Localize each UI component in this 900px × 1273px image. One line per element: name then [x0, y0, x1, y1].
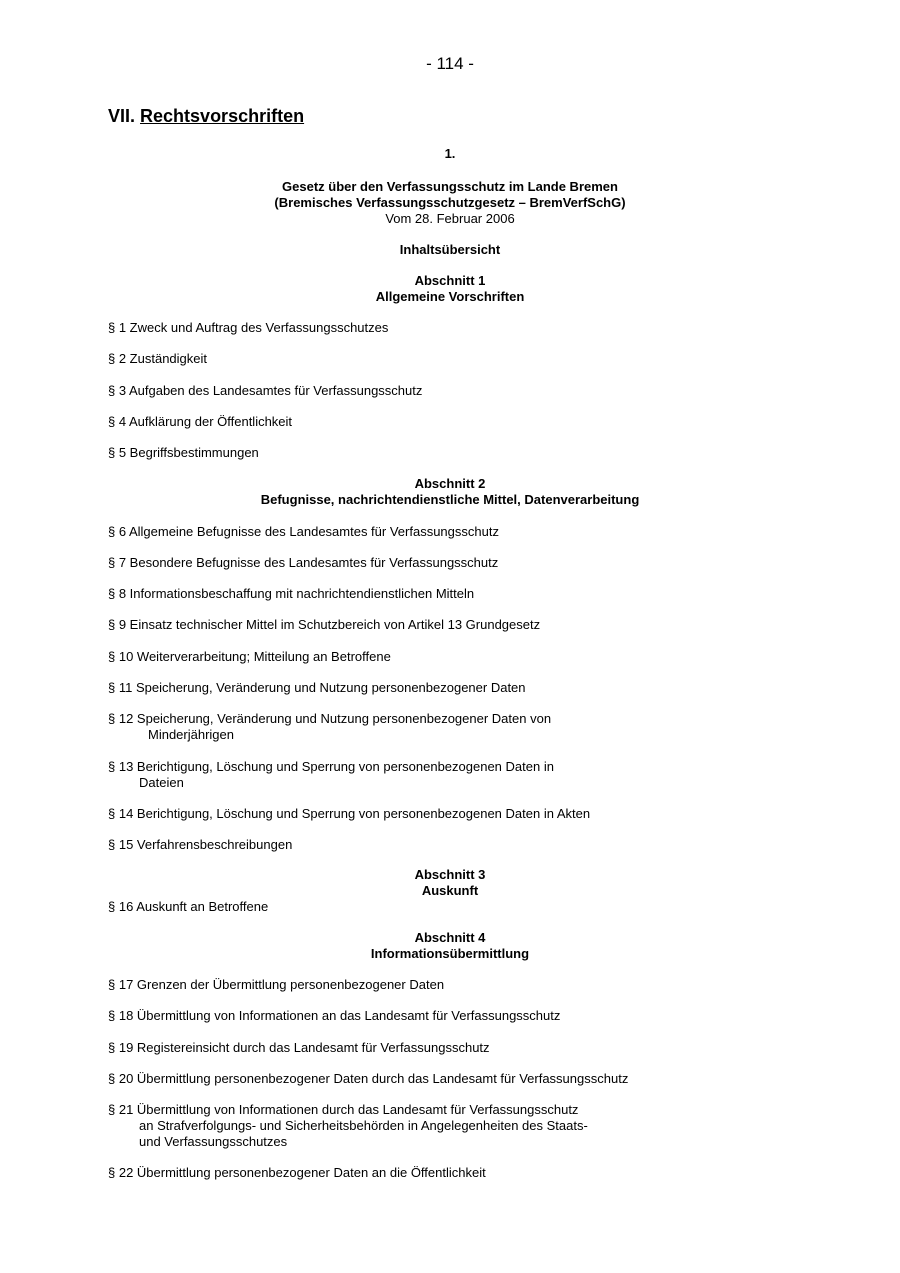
section-label: Abschnitt 3	[414, 867, 486, 882]
toc-entry-continuation: Dateien	[139, 775, 184, 790]
toc-entry: § 10 Weiterverarbeitung; Mitteilung an Betroffene	[108, 649, 391, 664]
toc-entry: § 1 Zweck und Auftrag des Verfassungsschutzes	[108, 320, 389, 335]
toc-entry: § 8 Informationsbeschaffung mit nachrichtendienstlichen Mitteln	[108, 586, 475, 601]
page-number: - 114 -	[426, 54, 474, 73]
section-title: Befugnisse, nachrichtendienstliche Mittel, Datenverarbeitung	[260, 492, 640, 507]
law-number: 1.	[444, 146, 456, 161]
toc-entry-line: § 21 Übermittlung von Informationen durch das Landesamt für Verfassungsschutz	[108, 1102, 579, 1117]
toc-entry	[108, 711, 551, 743]
toc-entry-line: § 12 Speicherung, Veränderung und Nutzung personenbezogener Daten von	[108, 711, 552, 726]
toc-entry	[108, 759, 554, 791]
section-label: Abschnitt 4	[414, 930, 486, 945]
toc-entry	[108, 1102, 588, 1150]
chapter-heading	[108, 106, 304, 127]
toc-entry: § 14 Berichtigung, Löschung und Sperrung von personenbezogenen Daten in Akten	[108, 806, 591, 821]
toc-entry: § 19 Registereinsicht durch das Landesamt für Verfassungsschutz	[108, 1040, 490, 1055]
chapter-title: Rechtsvorschriften	[140, 106, 305, 126]
toc-entry-continuation: an Strafverfolgungs- und Sicherheitsbehörden in Angelegenheiten des Staats-	[139, 1118, 588, 1133]
toc-entry: § 22 Übermittlung personenbezogener Daten an die Öffentlichkeit	[108, 1165, 486, 1180]
toc-entry: § 2 Zuständigkeit	[108, 351, 208, 366]
toc-entry: § 5 Begriffsbestimmungen	[108, 445, 259, 460]
toc-entry: § 18 Übermittlung von Informationen an das Landesamt für Verfassungsschutz	[108, 1008, 561, 1023]
toc-entry: § 4 Aufklärung der Öffentlichkeit	[108, 414, 293, 429]
law-date: Vom 28. Februar 2006	[385, 211, 515, 226]
toc-entry: § 15 Verfahrensbeschreibungen	[108, 837, 293, 852]
section-title: Auskunft	[421, 883, 479, 898]
section-label: Abschnitt 1	[414, 273, 486, 288]
toc-heading: Inhaltsübersicht	[399, 242, 501, 257]
chapter-number: VII.	[108, 106, 136, 126]
toc-entry-continuation: und Verfassungsschutzes	[139, 1134, 288, 1149]
section-label: Abschnitt 2	[414, 476, 486, 491]
toc-entry: § 7 Besondere Befugnisse des Landesamtes für Verfassungsschutz	[108, 555, 499, 570]
toc-entry: § 16 Auskunft an Betroffene	[108, 899, 269, 914]
toc-entry-line: § 13 Berichtigung, Löschung und Sperrung von personenbezogenen Daten in	[108, 759, 554, 774]
law-short-title: (Bremisches Verfassungsschutzgesetz – BremVerfSchG)	[274, 195, 626, 210]
toc-entry: § 3 Aufgaben des Landesamtes für Verfassungsschutz	[108, 383, 423, 398]
toc-entry: § 9 Einsatz technischer Mittel im Schutzbereich von Artikel 13 Grundgesetz	[108, 617, 541, 632]
toc-entry: § 20 Übermittlung personenbezogener Daten durch das Landesamt für Verfassungsschutz	[108, 1071, 629, 1086]
toc-entry-continuation: Minderjährigen	[148, 727, 234, 742]
toc-entry: § 6 Allgemeine Befugnisse des Landesamtes für Verfassungsschutz	[108, 524, 499, 539]
law-title: Gesetz über den Verfassungsschutz im Lande Bremen	[282, 179, 618, 194]
section-title: Informationsübermittlung	[370, 946, 530, 961]
toc-entry: § 17 Grenzen der Übermittlung personenbezogener Daten	[108, 977, 445, 992]
section-title: Allgemeine Vorschriften	[375, 289, 525, 304]
toc-entry: § 11 Speicherung, Veränderung und Nutzung personenbezogener Daten	[108, 680, 526, 695]
